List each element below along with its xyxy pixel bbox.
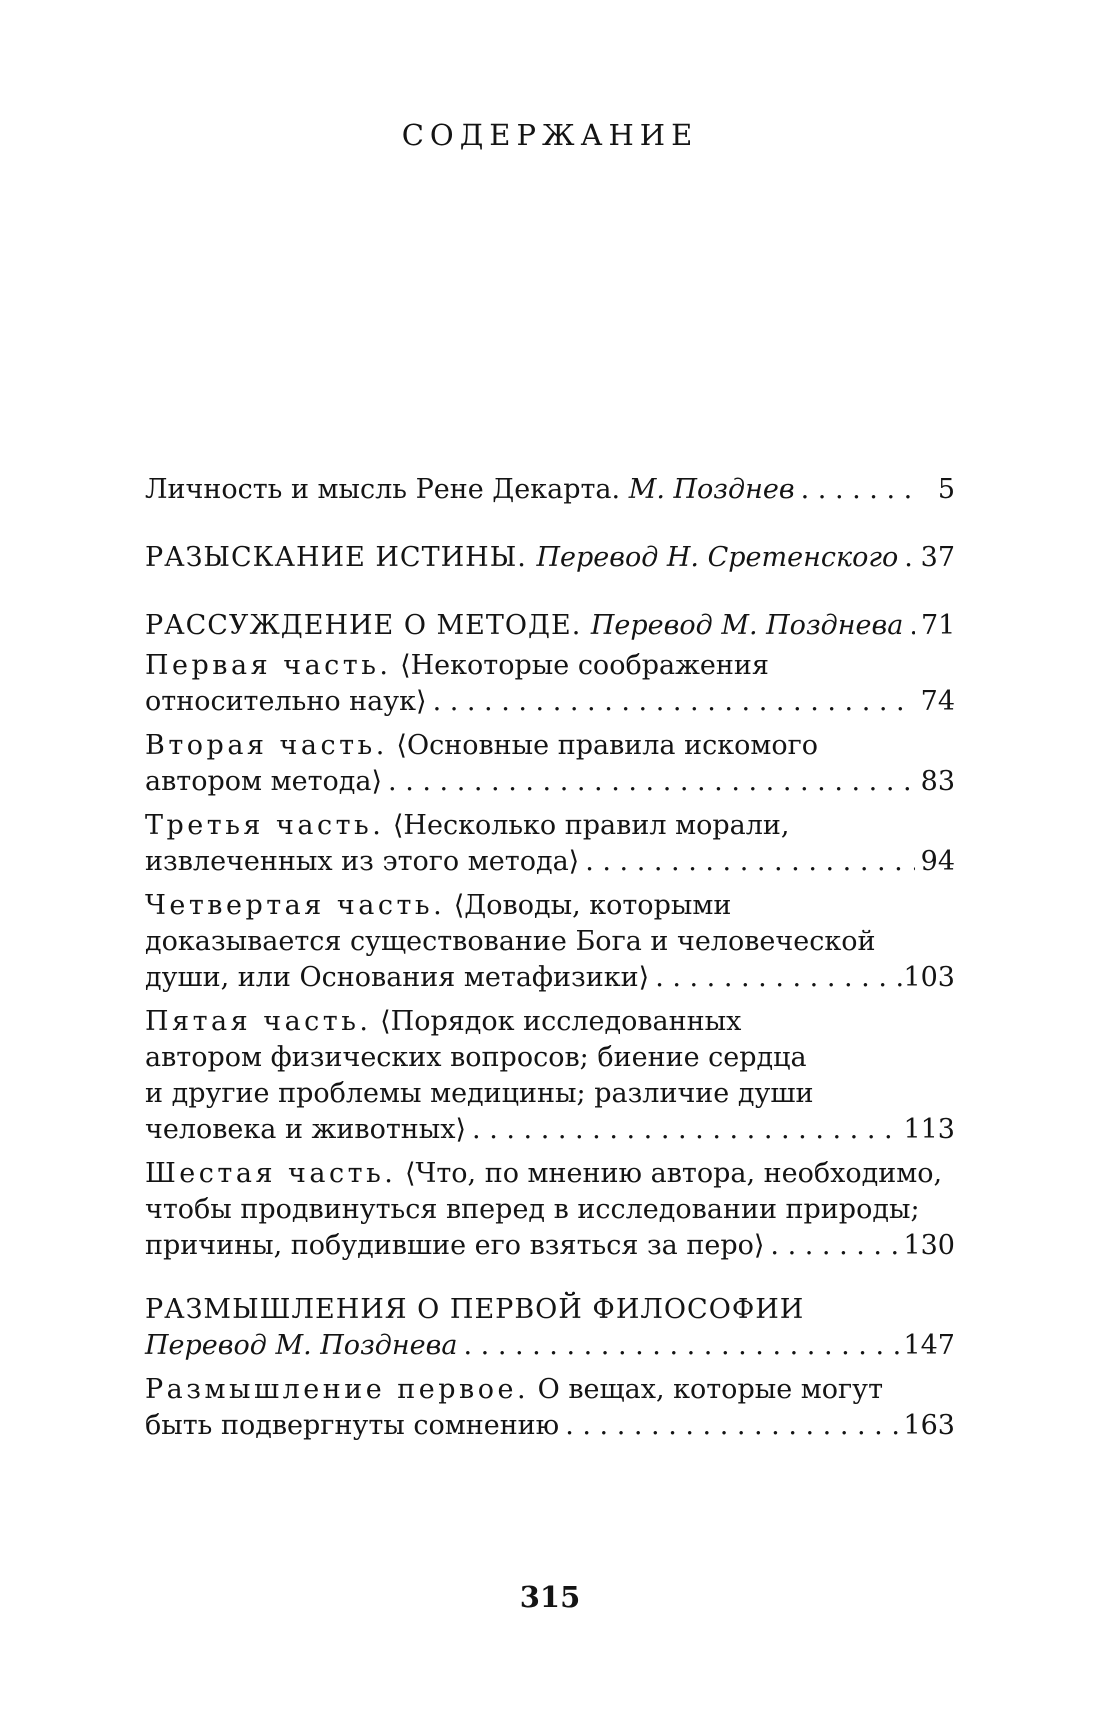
leader-dots bbox=[466, 1112, 903, 1148]
leader-dots bbox=[649, 960, 903, 996]
entry-line: ⟨Несколько правил морали, bbox=[384, 810, 790, 841]
entry-line: автором метода⟩ bbox=[145, 766, 383, 797]
part-label: Пятая часть. bbox=[145, 1006, 372, 1037]
entry-line: причины, побудившие его взяться за перо⟩ bbox=[145, 1230, 765, 1261]
entry-line: автором физических вопросов; биение сердца bbox=[145, 1042, 807, 1073]
part-label: Четвертая часть. bbox=[145, 890, 446, 921]
leader-dots bbox=[795, 472, 915, 508]
entry-line: ⟨Что, по мнению автора, необходимо, bbox=[396, 1158, 943, 1189]
page-title: СОДЕРЖАНИЕ bbox=[401, 118, 699, 152]
leader-dots bbox=[427, 684, 915, 720]
toc-entry-part-5[interactable] bbox=[145, 1004, 955, 1148]
leader-dots bbox=[559, 1408, 903, 1444]
entry-author: М. Позднев bbox=[628, 474, 795, 505]
entry-line: души, или Основания метафизики⟩ bbox=[145, 962, 650, 993]
entry-line: ⟨Порядок исследованных bbox=[371, 1006, 742, 1037]
part-label: Третья часть. bbox=[145, 810, 385, 841]
toc-entry-meditation-1[interactable] bbox=[145, 1372, 955, 1444]
toc-entry-meditations[interactable] bbox=[145, 1292, 955, 1364]
page-ref: 147 bbox=[903, 1330, 955, 1361]
toc-entry-part-6[interactable] bbox=[145, 1156, 955, 1264]
toc-entry-intro[interactable] bbox=[145, 472, 955, 508]
entry-line: быть подвергнуты сомнению bbox=[145, 1410, 560, 1441]
page-ref: 37 bbox=[920, 542, 955, 573]
leader-dots bbox=[903, 608, 915, 644]
part-label: Первая часть. bbox=[145, 650, 392, 681]
entry-line: и другие проблемы медицины; различие души bbox=[145, 1078, 814, 1109]
toc-entry-search-truth[interactable] bbox=[145, 540, 955, 576]
page-ref: 94 bbox=[920, 846, 955, 877]
entry-title: РАЗЫСКАНИЕ ИСТИНЫ. bbox=[145, 542, 537, 573]
entry-title: РАЗМЫШЛЕНИЯ О ПЕРВОЙ ФИЛОСОФИИ bbox=[145, 1294, 805, 1325]
toc-entry-part-2[interactable] bbox=[145, 728, 955, 800]
entry-line: ⟨Основные правила искомого bbox=[387, 730, 819, 761]
entry-line: чтобы продвинуться вперед в исследовании природы; bbox=[145, 1194, 920, 1225]
part-label: Размышление первое. bbox=[145, 1374, 530, 1405]
entry-line: ⟨Некоторые соображения bbox=[391, 650, 769, 681]
toc-entry-part-1[interactable] bbox=[145, 648, 955, 720]
entry-line: человека и животных⟩ bbox=[145, 1114, 467, 1145]
page-ref: 83 bbox=[920, 766, 955, 797]
entry-line: извлеченных из этого метода⟩ bbox=[145, 846, 580, 877]
toc-entry-part-3[interactable] bbox=[145, 808, 955, 880]
entry-translator: Перевод Н. Сретенского bbox=[536, 542, 899, 573]
leader-dots bbox=[382, 764, 915, 800]
entry-line: О вещах, которые могут bbox=[529, 1374, 883, 1405]
entry-line: ⟨Доводы, которыми bbox=[445, 890, 732, 921]
page-number: 315 bbox=[519, 1580, 581, 1614]
toc-entry-part-4[interactable] bbox=[145, 888, 955, 996]
page-ref: 130 bbox=[903, 1230, 955, 1261]
entry-line: доказывается существование Бога и человеческой bbox=[145, 926, 876, 957]
page-ref: 163 bbox=[903, 1410, 955, 1441]
page-ref: 5 bbox=[937, 474, 955, 505]
page-ref: 113 bbox=[903, 1114, 955, 1145]
leader-dots bbox=[898, 540, 915, 576]
toc-entry-discourse[interactable] bbox=[145, 608, 955, 644]
entry-translator: Перевод М. Позднева bbox=[145, 1330, 458, 1361]
page-ref: 103 bbox=[903, 962, 955, 993]
part-label: Шестая часть. bbox=[145, 1158, 397, 1189]
leader-dots bbox=[457, 1328, 903, 1364]
entry-translator: Перевод М. Позднева bbox=[590, 610, 904, 641]
entry-title: РАССУЖДЕНИЕ О МЕТОДЕ. bbox=[145, 610, 591, 641]
page-ref: 71 bbox=[921, 610, 956, 641]
part-label: Вторая часть. bbox=[145, 730, 388, 761]
leader-dots bbox=[579, 844, 915, 880]
leader-dots bbox=[764, 1228, 903, 1264]
entry-line: относительно наук⟩ bbox=[145, 686, 427, 717]
entry-title: Личность и мысль Рене Декарта. bbox=[145, 474, 629, 505]
page-ref: 74 bbox=[920, 686, 955, 717]
